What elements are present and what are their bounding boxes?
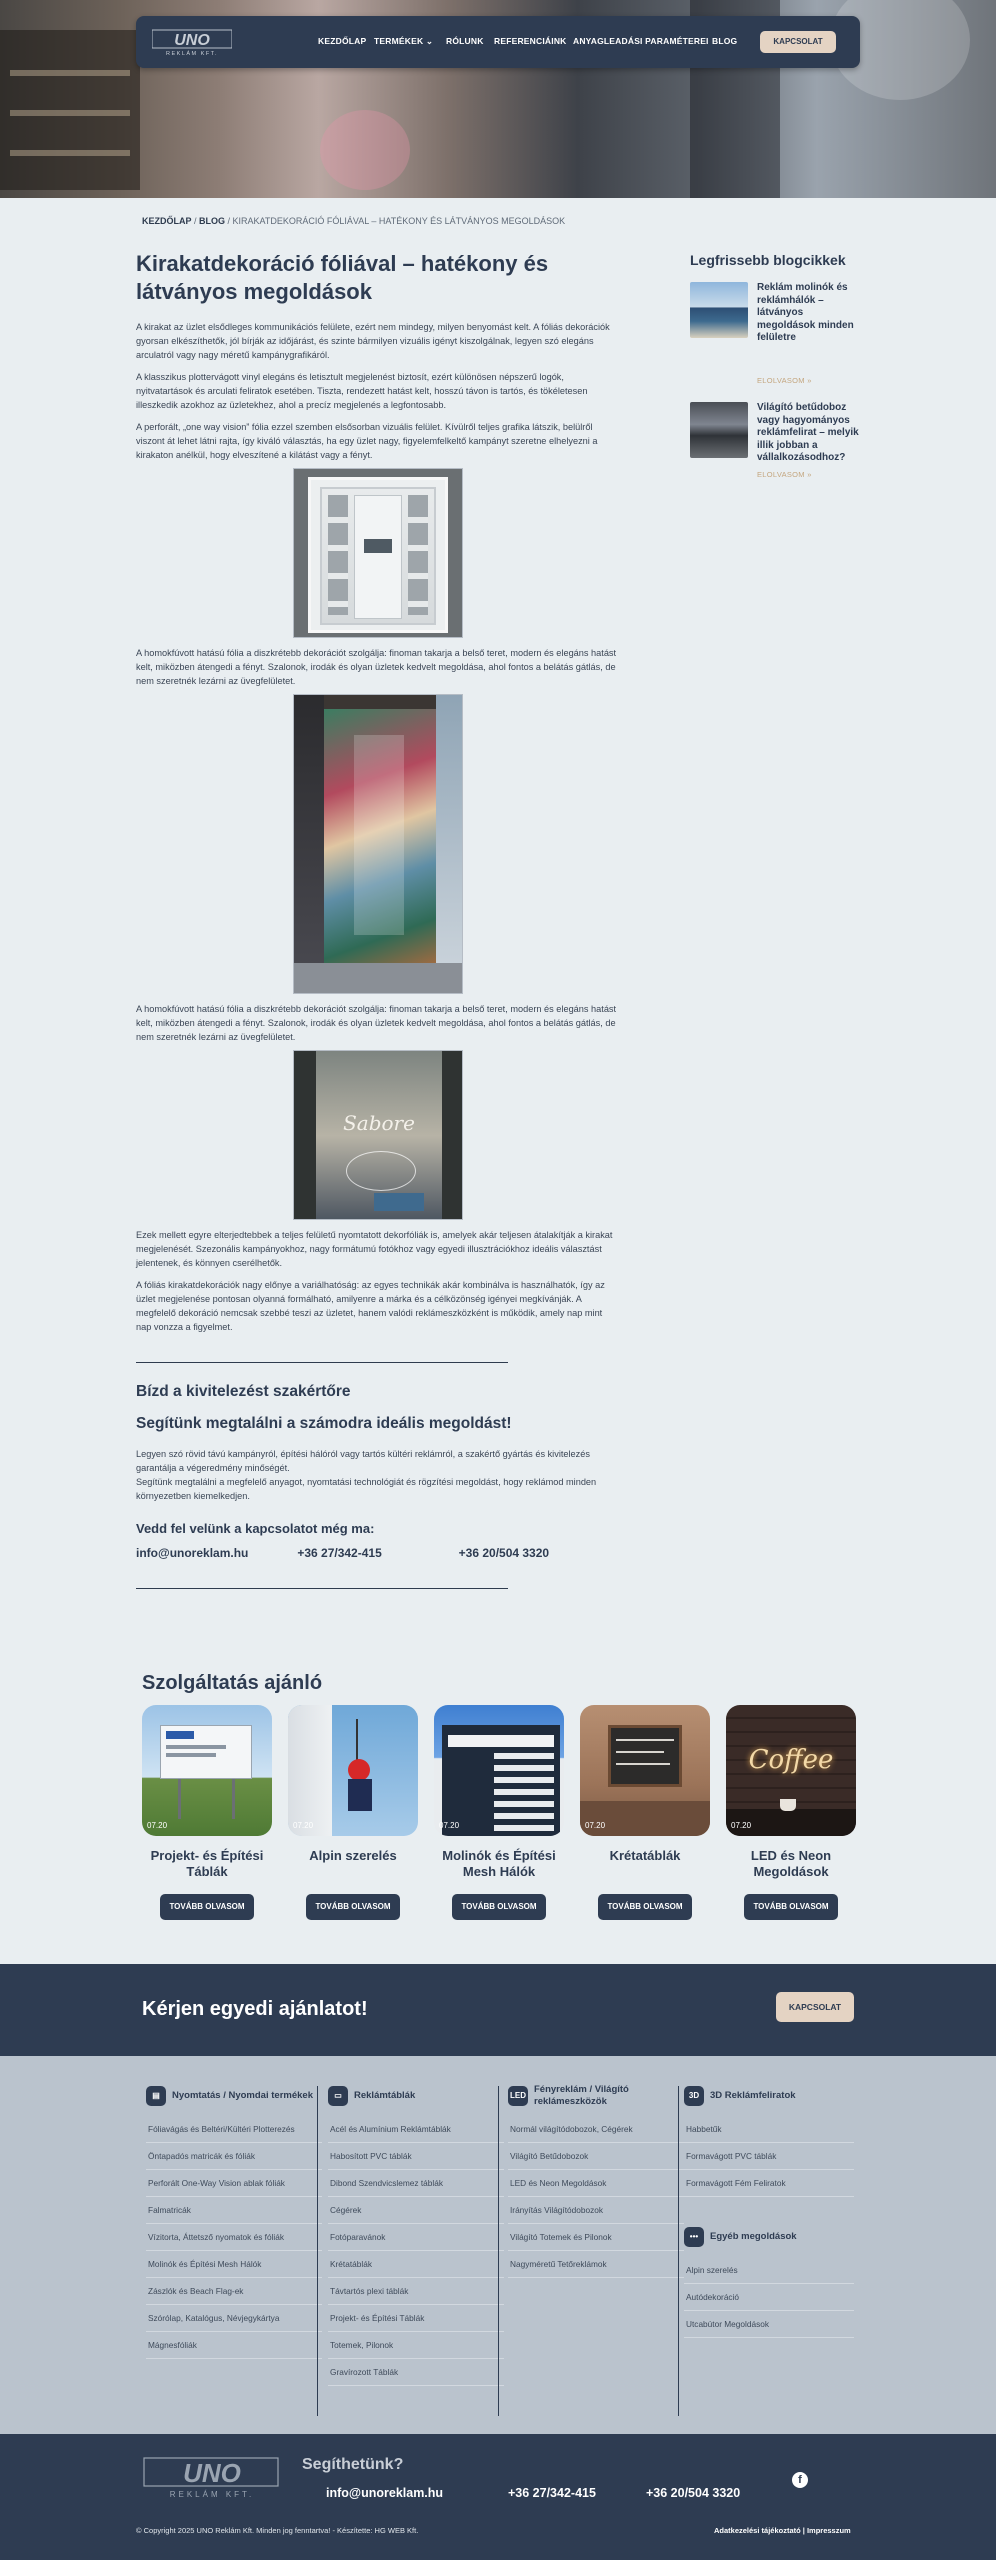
- post-title[interactable]: Reklám molinók és reklámhálók – látványos megoldások minden felületre: [757, 282, 854, 343]
- menu-heading: [328, 2084, 504, 2108]
- menu-item[interactable]: Nagyméretű Tetőreklámok: [508, 2251, 684, 2278]
- service-image[interactable]: [142, 1705, 272, 1836]
- service-date: 07.20: [439, 1821, 460, 1830]
- nav-home[interactable]: KEZDŐLAP: [318, 36, 367, 46]
- menu-column-light: [508, 2084, 684, 2278]
- article-paragraph: Segítünk megtalálni a megfelelő anyagot, nyomtatási technológiát és rögzítési megoldást, hogy reklámod minden környezetben kiemelkedjen.: [136, 1477, 597, 1501]
- offer-banner: [0, 1964, 996, 2056]
- read-more-button[interactable]: TOVÁBB OLVASOM: [744, 1894, 838, 1920]
- menu-item[interactable]: Távtartós plexi táblák: [328, 2278, 504, 2305]
- read-more-link[interactable]: ELOLVASOM »: [757, 376, 812, 385]
- menu-item[interactable]: Alpin szerelés: [684, 2257, 854, 2284]
- read-more-button[interactable]: TOVÁBB OLVASOM: [452, 1894, 546, 1920]
- menu-item[interactable]: Normál világítódobozok, Cégérek: [508, 2116, 684, 2143]
- menu-item[interactable]: Falmatricák: [146, 2197, 322, 2224]
- menu-column-boards: [328, 2084, 504, 2386]
- chevron-down-icon: ⌄: [425, 36, 434, 46]
- nav-about[interactable]: RÓLUNK: [446, 36, 484, 46]
- post-thumbnail[interactable]: [690, 282, 748, 338]
- footer-phone-mobile[interactable]: +36 20/504 3320: [646, 2486, 741, 2500]
- footer-help-heading: Segíthetünk?: [302, 2456, 404, 2473]
- menu-item[interactable]: Világító Betűdobozok: [508, 2143, 684, 2170]
- menu-heading: [508, 2084, 684, 2108]
- footer-email[interactable]: info@unoreklam.hu: [326, 2486, 444, 2500]
- menu-item[interactable]: Formavágott Fém Feliratok: [684, 2170, 854, 2197]
- menu-heading-label: Reklámtáblák: [354, 2090, 416, 2101]
- contact-heading: Vedd fel velünk a kapcsolatot még ma:: [136, 1521, 375, 1536]
- article-paragraph: Legyen szó rövid távú kampányról, építési hálóról vagy tartós kültéri reklámról, a szakértő gyártás és kivitelezés garantálja a végeredmény minőségét.: [136, 1449, 590, 1473]
- menu-item[interactable]: Irányítás Világítódobozok: [508, 2197, 684, 2224]
- article-paragraph: A perforált, „one way vision” fólia ezzel szemben elsősorban vizuális felület. Kívülről teljes grafika látszik, belülről viszont át lehet látni rajta, így kiváló választás, ha egy üzlet nagy, figyelemfelkeltő kampányt szeretne elhelyezni a kirakaton anélkül, hogy elveszítené a kilátást vagy a fényt.: [136, 422, 598, 460]
- article-paragraph: Ezek mellett egyre elterjedtebbek a teljes felületű nyomtatott dekorfóliák is, amelyek akár teljesen átalakítják a kirakat megjelenését. Szezonális kampányokhoz, nagy formátumú fotókhoz vagy egyedi illusztrációkhoz ideális választást jelentenek, és könnyen cserélhetők.: [136, 1230, 613, 1268]
- service-card: [726, 1705, 856, 1920]
- article-photo-cafe-window: [293, 1050, 463, 1220]
- 3d-icon: 3D: [684, 2086, 704, 2106]
- section-heading-help: Segítünk megtalálni a számodra ideális megoldást!: [136, 1415, 512, 1432]
- menu-heading: [146, 2084, 322, 2108]
- offer-title: Kérjen egyedi ajánlatot!: [142, 1998, 368, 2020]
- menu-item[interactable]: Totemek, Pilonok: [328, 2332, 504, 2359]
- read-more-button[interactable]: TOVÁBB OLVASOM: [160, 1894, 254, 1920]
- logo-text: UNO: [174, 32, 210, 49]
- service-image[interactable]: [288, 1705, 418, 1836]
- facebook-icon[interactable]: f: [792, 2472, 808, 2488]
- menu-item[interactable]: Perforált One-Way Vision ablak fóliák: [146, 2170, 322, 2197]
- service-date: 07.20: [585, 1821, 606, 1830]
- menu-item[interactable]: Dibond Szendvicslemez táblák: [328, 2170, 504, 2197]
- menu-item[interactable]: Formavágott PVC táblák: [684, 2143, 854, 2170]
- divider: [136, 1362, 508, 1363]
- footer-logo-subtext: REKLÁM KFT.: [169, 2490, 255, 2499]
- menu-item[interactable]: Vízitorta, Áttetsző nyomatok és fóliák: [146, 2224, 322, 2251]
- footer-phone-landline[interactable]: +36 27/342-415: [508, 2486, 596, 2500]
- section-heading-expert: Bízd a kivitelezést szakértőre: [136, 1383, 351, 1400]
- menu-column-3d: [684, 2084, 854, 2338]
- cafe-window-lettering: Sabore: [343, 1111, 415, 1135]
- divider: [136, 1588, 508, 1589]
- nav-products-label: TERMÉKEK: [374, 36, 424, 46]
- offer-contact-button[interactable]: KAPCSOLAT: [776, 1992, 854, 2022]
- footer-logo[interactable]: [142, 2454, 282, 2500]
- article-paragraph: A fóliás kirakatdekorációk nagy előnye a variálhatóság: az egyes technikák akár kombinálva is használhatók, így az üzlet megjelenése pontosan olyanná formálható, amilyenre a márka és a célközönség igényei megkívánják. A megfelelő dekoráció nemcsak szebbé teszi az üzletet, hanem valódi reklámeszközként is működik, amely nap mint nap vonzza a figyelmet.: [136, 1280, 605, 1332]
- print-icon: ▤: [146, 2086, 166, 2106]
- menu-heading-label: Nyomtatás / Nyomdai termékek: [172, 2090, 313, 2101]
- contact-button[interactable]: KAPCSOLAT: [760, 31, 836, 53]
- service-image[interactable]: [580, 1705, 710, 1836]
- menu-item[interactable]: Fóliavágás és Beltéri/Kültéri Plotterezés: [146, 2116, 322, 2143]
- main-navbar: [136, 16, 860, 68]
- article: [136, 250, 620, 1589]
- service-card: [434, 1705, 564, 1920]
- sidebar-title: Legfrissebb blogcikkek: [690, 252, 846, 268]
- service-card: [580, 1705, 710, 1920]
- menu-heading-label: Fényreklám / Világító reklámeszközök: [534, 2084, 629, 2107]
- menu-item[interactable]: Fotóparavánok: [328, 2224, 504, 2251]
- menu-item[interactable]: Autódekoráció: [684, 2284, 854, 2311]
- legal-links[interactable]: Adatkezelési tájékoztató | Impresszum: [714, 2526, 851, 2535]
- menu-heading: [684, 2225, 854, 2249]
- breadcrumb: [142, 216, 565, 226]
- article-paragraph: A homokfúvott hatású fólia a diszkrétebb dekorációt szolgálja: finoman takarja a belső teret, modern és elegáns hatást kelt, miközben átengedi a fényt. Szalonok, irodák és olyan üzletek kedvelt megoldása, ahol fontos a belátás gátlás, de nem szeretnék lezárni az üvegfelületet.: [136, 648, 617, 686]
- blog-post-item[interactable]: [690, 402, 860, 510]
- breadcrumb-separator: /: [225, 216, 233, 226]
- menu-heading-label: 3D Reklámfeliratok: [710, 2090, 796, 2101]
- nav-products[interactable]: [374, 36, 433, 47]
- menu-heading: [684, 2084, 854, 2108]
- footer-menus: [0, 2056, 996, 2434]
- article-paragraph: A kirakat az üzlet elsődleges kommunikációs felülete, ezért nem mindegy, milyen benyomást kelt. A fóliás dekorációk gyorsan elkészíthetők, jól bírják az időjárást, és szinte bármilyen vizuális igényt kiszolgálnak, legyen szó elegáns arculatról vagy nagy méretű kampánygrafikáról.: [136, 322, 610, 360]
- service-date: 07.20: [147, 1821, 168, 1830]
- site-footer: [0, 2434, 996, 2560]
- logo-subtext: REKLÁM KFT.: [166, 51, 218, 56]
- contact-email[interactable]: info@unoreklam.hu: [136, 1546, 249, 1560]
- service-image[interactable]: [726, 1705, 856, 1836]
- column-divider: [678, 2086, 679, 2416]
- nav-references[interactable]: REFERENCIÁINK: [494, 36, 567, 46]
- menu-item[interactable]: Mágnesfóliák: [146, 2332, 322, 2359]
- menu-item[interactable]: Acél és Alumínium Reklámtáblák: [328, 2116, 504, 2143]
- breadcrumb-current: KIRAKATDEKORÁCIÓ FÓLIÁVAL – HATÉKONY ÉS LÁTVÁNYOS MEGOLDÁSOK: [232, 216, 566, 226]
- menu-item[interactable]: Molinók és Építési Mesh Hálók: [146, 2251, 322, 2278]
- service-image[interactable]: [434, 1705, 564, 1836]
- read-more-button[interactable]: TOVÁBB OLVASOM: [598, 1894, 692, 1920]
- copyright-text: © Copyright 2025 UNO Reklám Kft. Minden jog fenntartva! - Készítette: HG WEB Kft.: [136, 2526, 419, 2535]
- post-thumbnail[interactable]: [690, 402, 748, 458]
- service-date: 07.20: [731, 1821, 752, 1830]
- nav-blog[interactable]: BLOG: [712, 36, 738, 46]
- read-more-link[interactable]: ELOLVASOM »: [757, 470, 812, 479]
- menu-item[interactable]: Szórólap, Katalógus, Névjegykártya: [146, 2305, 322, 2332]
- menu-item[interactable]: Habbetűk: [684, 2116, 854, 2143]
- menu-item[interactable]: Öntapadós matricák és fóliák: [146, 2143, 322, 2170]
- service-title[interactable]: Alpin szerelés: [309, 1848, 397, 1863]
- menu-column-print: [146, 2084, 322, 2359]
- menu-item[interactable]: Projekt- és Építési Táblák: [328, 2305, 504, 2332]
- menu-item[interactable]: LED és Neon Megoldások: [508, 2170, 684, 2197]
- site-logo[interactable]: [152, 28, 232, 56]
- menu-item[interactable]: Habosított PVC táblák: [328, 2143, 504, 2170]
- service-title[interactable]: LED és Neon Megoldások: [750, 1848, 832, 1879]
- service-title[interactable]: Krétatáblák: [609, 1848, 681, 1863]
- contact-row: [136, 1546, 620, 1560]
- page-title: Kirakatdekoráció fóliával – hatékony és látványos megoldások: [136, 251, 549, 304]
- board-icon: ▭: [328, 2086, 348, 2106]
- contact-phone-mobile[interactable]: +36 20/504 3320: [458, 1546, 550, 1560]
- article-paragraph: A homokfúvott hatású fólia a diszkrétebb dekorációt szolgálja: finoman takarja a belső teret, modern és elegáns hatást kelt, miközben átengedi a fényt. Szalonok, irodák és olyan üzletek kedvelt megoldása, ahol fontos a belátás gátlás, de nem szeretnék lezárni az üvegfelületet.: [136, 1004, 617, 1042]
- menu-item[interactable]: Utcabútor Megoldások: [684, 2311, 854, 2338]
- services-title: Szolgáltatás ajánló: [142, 1672, 323, 1694]
- blog-post-item[interactable]: [690, 282, 860, 390]
- article-photo-door: [293, 468, 463, 638]
- column-divider: [317, 2086, 318, 2416]
- breadcrumb-blog[interactable]: BLOG: [199, 216, 226, 226]
- article-photo-shopfront: [293, 694, 463, 994]
- nav-material-params[interactable]: ANYAGLEADÁSI PARAMÉTEREI: [573, 36, 709, 46]
- read-more-button[interactable]: TOVÁBB OLVASOM: [306, 1894, 400, 1920]
- breadcrumb-home[interactable]: KEZDŐLAP: [142, 216, 192, 226]
- menu-item[interactable]: Világító Totemek és Pilonok: [508, 2224, 684, 2251]
- post-title[interactable]: Világító betűdoboz vagy hagyományos reklámfelirat – melyik illik jobban a vállalkozásodhoz?: [757, 402, 859, 463]
- menu-item[interactable]: Gravírozott Táblák: [328, 2359, 504, 2386]
- service-date: 07.20: [293, 1821, 314, 1830]
- service-title[interactable]: Molinók és Építési Mesh Hálók: [442, 1848, 556, 1879]
- menu-item[interactable]: Cégérek: [328, 2197, 504, 2224]
- column-divider: [498, 2086, 499, 2416]
- service-card: [288, 1705, 418, 1920]
- service-title[interactable]: Projekt- és Építési Táblák: [150, 1848, 264, 1879]
- menu-item[interactable]: Zászlók és Beach Flag-ek: [146, 2278, 322, 2305]
- menu-heading-label: Egyéb megoldások: [710, 2231, 797, 2242]
- service-card: [142, 1705, 272, 1920]
- dots-icon: •••: [684, 2227, 704, 2247]
- breadcrumb-separator: /: [191, 216, 200, 226]
- footer-logo-text: UNO: [183, 2458, 241, 2488]
- led-icon: LED: [508, 2086, 528, 2106]
- latest-posts-sidebar: [690, 252, 860, 510]
- menu-item[interactable]: Krétatáblák: [328, 2251, 504, 2278]
- article-paragraph: A klasszikus plottervágott vinyl elegáns és letisztult megjelenést biztosít, ezért különösen népszerű logók, nyitvatartások és arculati feliratok esetében. Tiszta, rendezett hatást kelt, hosszú távon is tartós, és tökéletesen illeszkedik azokhoz az üzletekhez, ahol a precíz megjelenés a legfontosabb.: [136, 372, 588, 410]
- neon-sign-text: Coffee: [748, 1745, 834, 1775]
- contact-phone-landline[interactable]: +36 27/342-415: [297, 1546, 382, 1560]
